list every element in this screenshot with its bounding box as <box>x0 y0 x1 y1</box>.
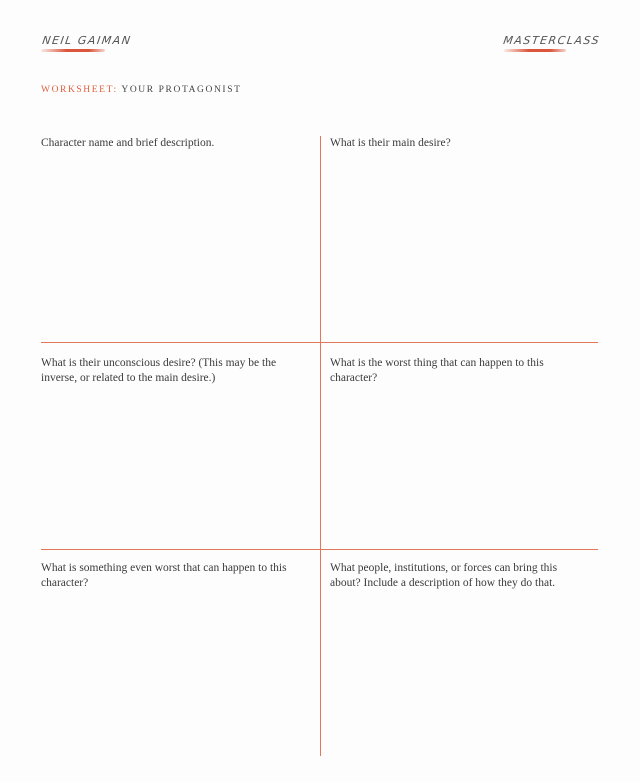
logo-underline-swoosh <box>504 49 566 52</box>
worksheet-title <box>41 85 241 95</box>
grid-horizontal-divider <box>41 342 598 343</box>
worksheet-heading: YOUR PROTAGONIST <box>121 85 242 95</box>
grid-horizontal-divider <box>41 549 598 550</box>
prompt-worst-thing: What is the worst thing that can happen to this character? <box>330 357 544 384</box>
neil-gaiman-logo-text: NEIL GAIMAN <box>41 34 133 47</box>
worksheet-label: WORKSHEET: <box>41 85 118 95</box>
prompt-character-description: Character name and brief description. <box>41 137 215 149</box>
grid-vertical-divider <box>320 136 321 756</box>
worksheet-grid <box>41 136 598 756</box>
logo-underline-swoosh <box>41 49 105 52</box>
masterclass-logo <box>502 34 601 52</box>
prompt-even-worse-thing: What is something even worst that can happen to this character? <box>41 562 287 589</box>
prompt-main-desire: What is their main desire? <box>330 137 451 149</box>
masterclass-logo-text: MASTERCLASS <box>502 34 602 47</box>
prompt-forces: What people, institutions, or forces can bring this about? Include a description of how they do that. <box>330 562 558 589</box>
neil-gaiman-logo <box>41 34 133 52</box>
prompt-unconscious-desire: What is their unconscious desire? (This may be the inverse, or related to the main desire.) <box>41 357 277 384</box>
